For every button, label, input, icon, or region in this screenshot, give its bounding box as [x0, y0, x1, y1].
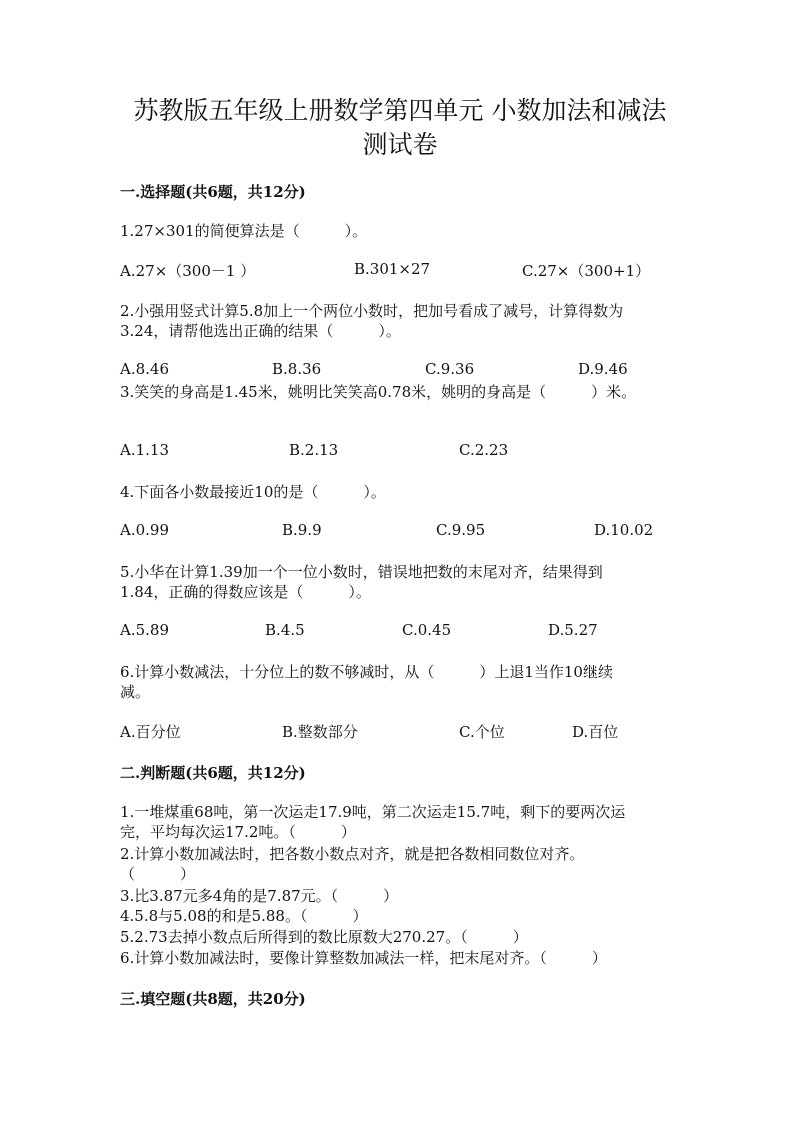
- q2-option-a: A.8.46: [120, 360, 169, 378]
- judge-line: 2.计算小数加减法时，把各数小数点对齐，就是把各数相同数位对齐。: [120, 845, 585, 863]
- question-6-text-line2: 减。: [120, 683, 151, 701]
- q6-option-b: B.整数部分: [282, 723, 358, 741]
- section-heading-fill: 三.填空题(共8题，共20分): [120, 990, 306, 1008]
- q2-option-b: B.8.36: [272, 360, 322, 378]
- q4-option-a: A.0.99: [120, 521, 169, 539]
- section-heading-judge: 二.判断题(共6题，共12分): [120, 764, 306, 782]
- q4-option-b: B.9.9: [282, 521, 322, 539]
- q3-option-c: C.2.23: [459, 441, 509, 459]
- judge-line: 6.计算小数加减法时，要像计算整数加减法一样，把末尾对齐。（ ）: [120, 949, 607, 967]
- q6-option-a: A.百分位: [120, 723, 181, 741]
- question-6-text-line1: 6.计算小数减法，十分位上的数不够减时，从（ ）上退1当作10继续: [120, 663, 613, 681]
- judge-line: 完，平均每次运17.2吨。（ ）: [120, 823, 356, 841]
- q5-option-d: D.5.27: [548, 621, 598, 639]
- question-5-text-line1: 5.小华在计算1.39加一个一位小数时，错误地把数的末尾对齐，结果得到: [120, 563, 603, 581]
- q2-option-d: D.9.46: [578, 360, 628, 378]
- judge-line: 3.比3.87元多4角的是7.87元。（ ）: [120, 887, 399, 905]
- section-heading-choice: 一.选择题(共6题，共12分): [120, 183, 306, 201]
- q1-option-a: A.27×（300－1 ）: [120, 262, 256, 280]
- judge-line: 4.5.8与5.08的和是5.88。（ ）: [120, 907, 368, 925]
- q1-option-c: C.27×（300+1）: [522, 262, 651, 280]
- question-4-text: 4.下面各小数最接近10的是（ ）。: [120, 483, 386, 501]
- q1-option-b: B.301×27: [354, 260, 431, 278]
- q5-option-c: C.0.45: [402, 621, 452, 639]
- question-3-text: 3.笑笑的身高是1.45米，姚明比笑笑高0.78米，姚明的身高是（ ）米。: [120, 383, 637, 401]
- q2-option-c: C.9.36: [425, 360, 475, 378]
- page-title-line2: 测试卷: [362, 130, 438, 159]
- q4-option-d: D.10.02: [594, 521, 654, 539]
- q5-option-a: A.5.89: [120, 621, 169, 639]
- judge-line: 1.一堆煤重68吨，第一次运走17.9吨，第二次运走15.7吨，剩下的要两次运: [120, 803, 626, 821]
- question-5-text-line2: 1.84，正确的得数应该是（ ）。: [120, 583, 371, 601]
- judge-line: 5.2.73去掉小数点后所得到的数比原数大270.27。（ ）: [120, 928, 528, 946]
- judge-line: （ ）: [120, 865, 196, 883]
- q3-option-b: B.2.13: [289, 441, 339, 459]
- page-title-line1: 苏教版五年级上册数学第四单元 小数加法和减法: [133, 96, 667, 125]
- question-2-text-line1: 2.小强用竖式计算5.8加上一个两位小数时，把加号看成了减号，计算得数为: [120, 302, 624, 320]
- q6-option-d: D.百位: [572, 723, 619, 741]
- q6-option-c: C.个位: [459, 723, 505, 741]
- question-1-text: 1.27×301的简便算法是（ ）。: [120, 222, 368, 240]
- question-2-text-line2: 3.24，请帮他选出正确的结果（ ）。: [120, 322, 401, 340]
- q3-option-a: A.1.13: [120, 441, 169, 459]
- q5-option-b: B.4.5: [265, 621, 305, 639]
- q4-option-c: C.9.95: [436, 521, 486, 539]
